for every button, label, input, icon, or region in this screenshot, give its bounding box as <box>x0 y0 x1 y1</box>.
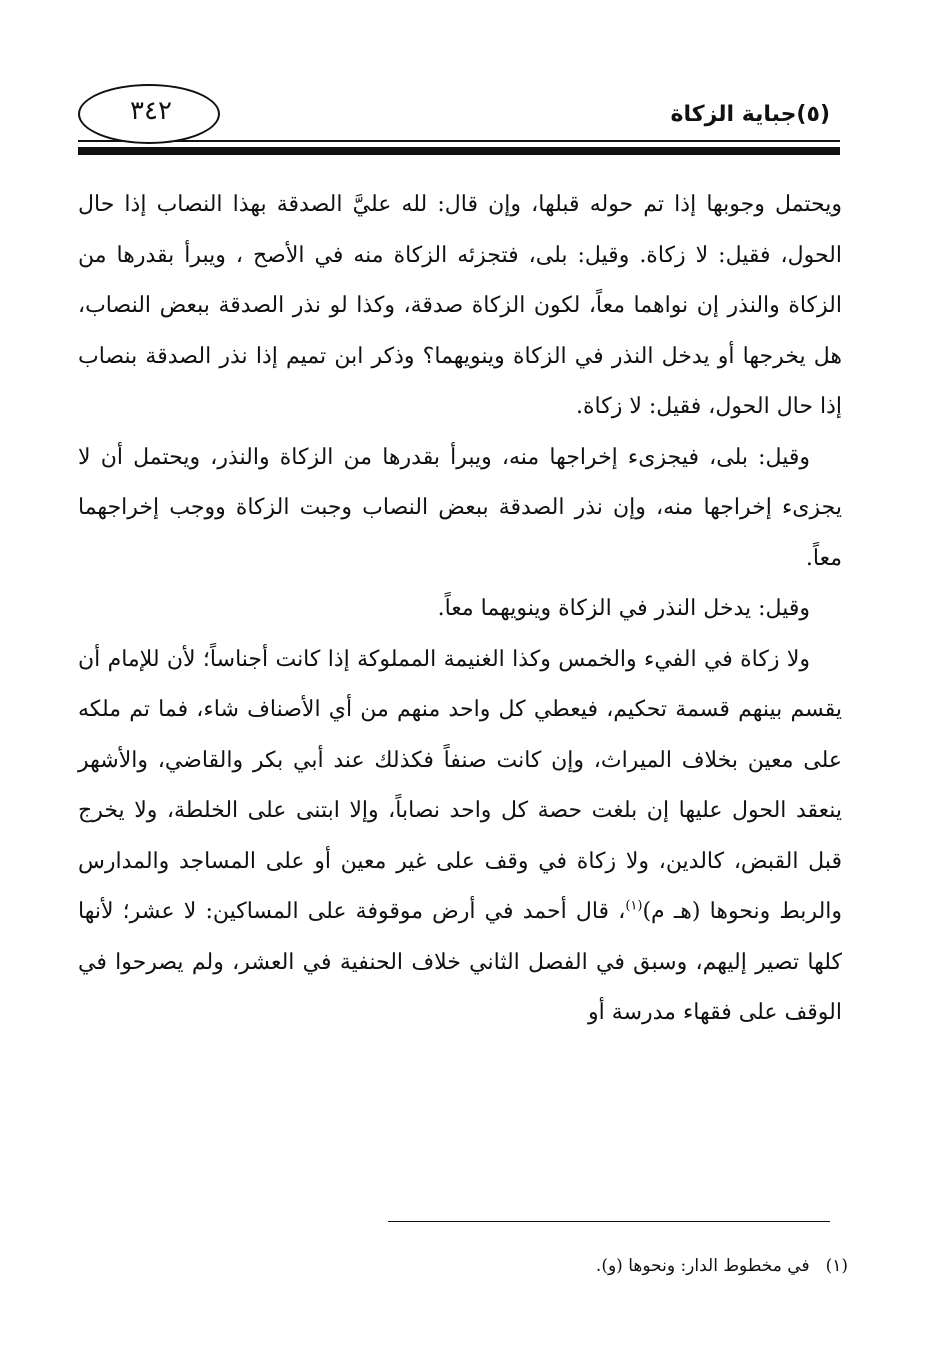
footnote-text: في مخطوط الدار: ونحوها (و). <box>595 1256 810 1276</box>
page-number-oval <box>78 84 220 144</box>
footnote-number: (١) <box>825 1256 848 1276</box>
footnote <box>596 1256 848 1276</box>
body-text <box>78 180 842 1039</box>
page-number: ٣٤٢ <box>130 96 172 126</box>
header-rule-thick <box>78 147 840 155</box>
paragraph-1: ويحتمل وجوبها إذا تم حوله قبلها، وإن قال: لله عليَّ الصدقة بهذا النصاب إذا حال الحول، فقيل: لا زكاة. وقيل: بلى، فتجزئه الزكاة منه في الأصح ، ويبرأ بقدرها من الزكاة والنذر إن نواهما معاً، لكون الزكاة صدقة، وكذا لو نذر الصدقة ببعض النصاب، هل يخرجها أو يدخل النذر في الزكاة وينويهما؟ وذكر ابن تميم إذا نذر الصدقة بنصاب إذا حال الحول، فقيل: لا زكاة. <box>78 192 842 419</box>
paragraph-3: وقيل: يدخل النذر في الزكاة وينويهما معاً. <box>437 596 810 621</box>
paragraph-4-text-after: ، قال أحمد في أرض موقوفة على المساكين: لا عشر؛ لأنها كلها تصير إليهم، وسبق في الفصل الثاني خلاف الحنفية في العشر، ولم يصرحوا في الوقف على فقهاء مدرسة أو <box>78 899 842 1025</box>
paragraph-4-text-before: ولا زكاة في الفيء والخمس وكذا الغنيمة المملوكة إذا كانت أجناساً؛ لأن للإمام أن يقسم بينهم قسمة تحكيم، فيعطي كل واحد منهم من أي الأصناف شاء، فما تم ملكه على معين بخلاف الميراث، وإن كانت صنفاً فكذلك عند أبي بكر والقاضي، والأشهر ينعقد الحول عليها إن بلغت حصة كل واحد نصاباً، وإلا ابتنى على الخلطة، ولا يخرج قبل القبض، كالدين، ولا زكاة في وقف على غير معين أو على المساجد والمدارس والربط ونحوها (هـ م) <box>78 646 843 924</box>
footnote-reference: (١) <box>625 898 643 914</box>
page-header <box>78 84 840 164</box>
footnote-separator <box>388 1221 830 1222</box>
running-title: (٥)جباية الزكاة <box>670 102 830 127</box>
paragraph-2: وقيل: بلى، فيجزىء إخراجها منه، ويبرأ بقدرها من الزكاة والنذر، ويحتمل أن لا يجزىء إخراجها منه، وإن نذر الصدقة ببعض النصاب وجبت الزكاة ووجب إخراجهما معاً. <box>78 444 842 571</box>
paragraph-4 <box>78 635 842 1039</box>
header-rule-thin <box>78 140 840 142</box>
